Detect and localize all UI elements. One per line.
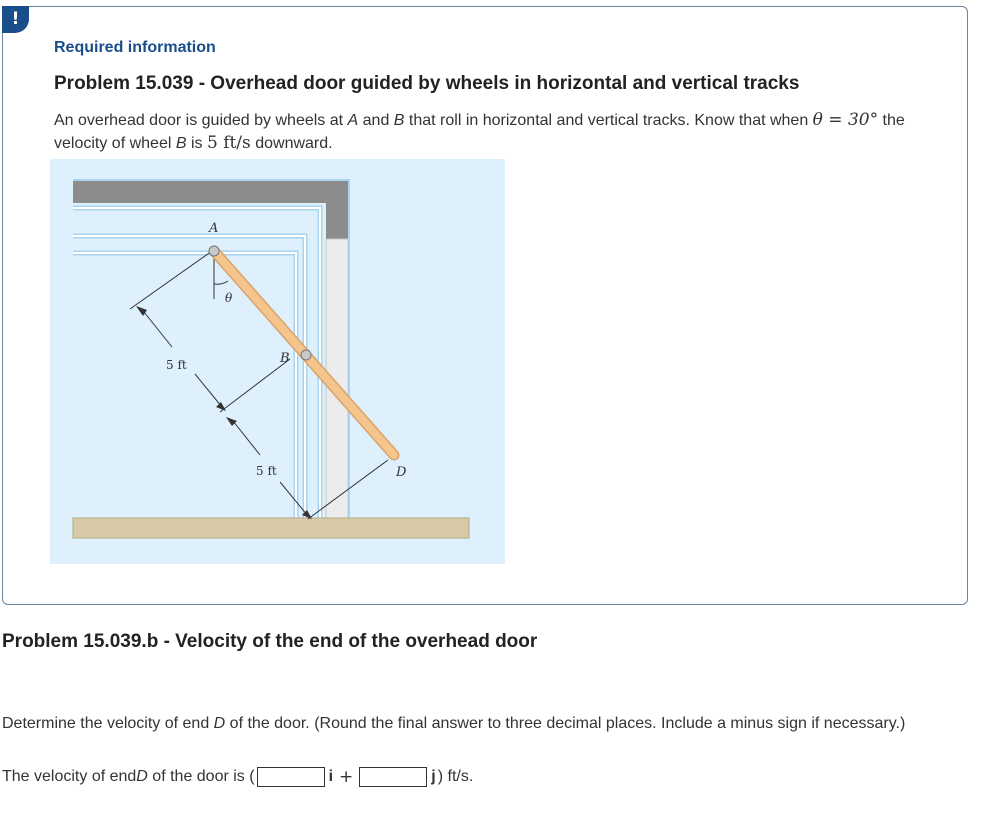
j-component-input[interactable] (359, 767, 427, 787)
answer-prefix-2: of the door is ( (147, 768, 255, 785)
instr-point-d: D (213, 715, 226, 732)
upper-track-corner (326, 181, 348, 239)
dim-arrow-1b (195, 374, 222, 407)
instr-text-1: Determine the velocity of end (2, 715, 214, 732)
part-b-instruction (2, 713, 977, 734)
desc-text-1: An overhead door is guided by wheels at (54, 112, 348, 129)
door-figure (50, 159, 505, 564)
dim-ext-mid (220, 359, 290, 412)
label-d: D (396, 465, 407, 480)
dim-arrow-1a (144, 312, 172, 347)
angle-arc (214, 281, 228, 284)
desc-text-2: that roll in horizontal and vertical tracks. Know that when (404, 112, 813, 129)
desc-speed: 5 ft/s (206, 133, 251, 153)
door-diagram (50, 159, 505, 564)
part-b-title: Problem 15.039.b - Velocity of the end of the overhead door (2, 631, 538, 652)
label-dim-left: 5 ft (166, 358, 187, 372)
answer-prefix: The velocity of end (2, 768, 137, 785)
desc-point-b: B (393, 112, 405, 129)
label-dim-lower: 5 ft (256, 464, 277, 478)
i-unit: i (328, 768, 334, 785)
answer-suffix: ) ft/s. (437, 768, 474, 785)
desc-text-and: and (358, 112, 394, 129)
dim-arrowhead-1 (136, 306, 147, 316)
track-horizontal-3 (73, 253, 296, 519)
dim-ext-top (130, 251, 212, 309)
track-horizontal-3-inner (73, 253, 296, 519)
wheel-a (209, 246, 219, 256)
instr-text-2: of the door. (Round the final answer to three decimal places. Include a minus sign if necessary.) (225, 715, 906, 732)
wheel-b (301, 350, 311, 360)
upper-track-horizontal (73, 181, 346, 203)
plus-sign: + (339, 767, 354, 787)
desc-text-is: is (186, 135, 207, 152)
exclamation-icon: ! (2, 6, 29, 33)
required-info-heading: Required information (54, 39, 216, 56)
desc-theta-eq: θ = 30° (812, 110, 879, 130)
desc-point-b2: B (175, 135, 187, 152)
label-a: A (209, 221, 219, 236)
i-component-input[interactable] (257, 767, 325, 787)
label-theta: θ (225, 291, 233, 305)
j-unit: j (431, 768, 436, 785)
label-b: B (280, 351, 290, 366)
answer-point-d: D (136, 768, 148, 785)
desc-text-3: the velocity of wheel (54, 112, 905, 152)
problem-title: Problem 15.039 - Overhead door guided by wheels in horizontal and vertical tracks (54, 73, 800, 94)
floor (73, 518, 469, 538)
problem-description (54, 109, 924, 155)
dim-arrow-2a (233, 421, 260, 455)
desc-point-a: A (347, 112, 359, 129)
answer-line (2, 767, 473, 787)
dim-arrowhead-2 (216, 402, 226, 411)
desc-text-4: downward. (250, 135, 333, 152)
